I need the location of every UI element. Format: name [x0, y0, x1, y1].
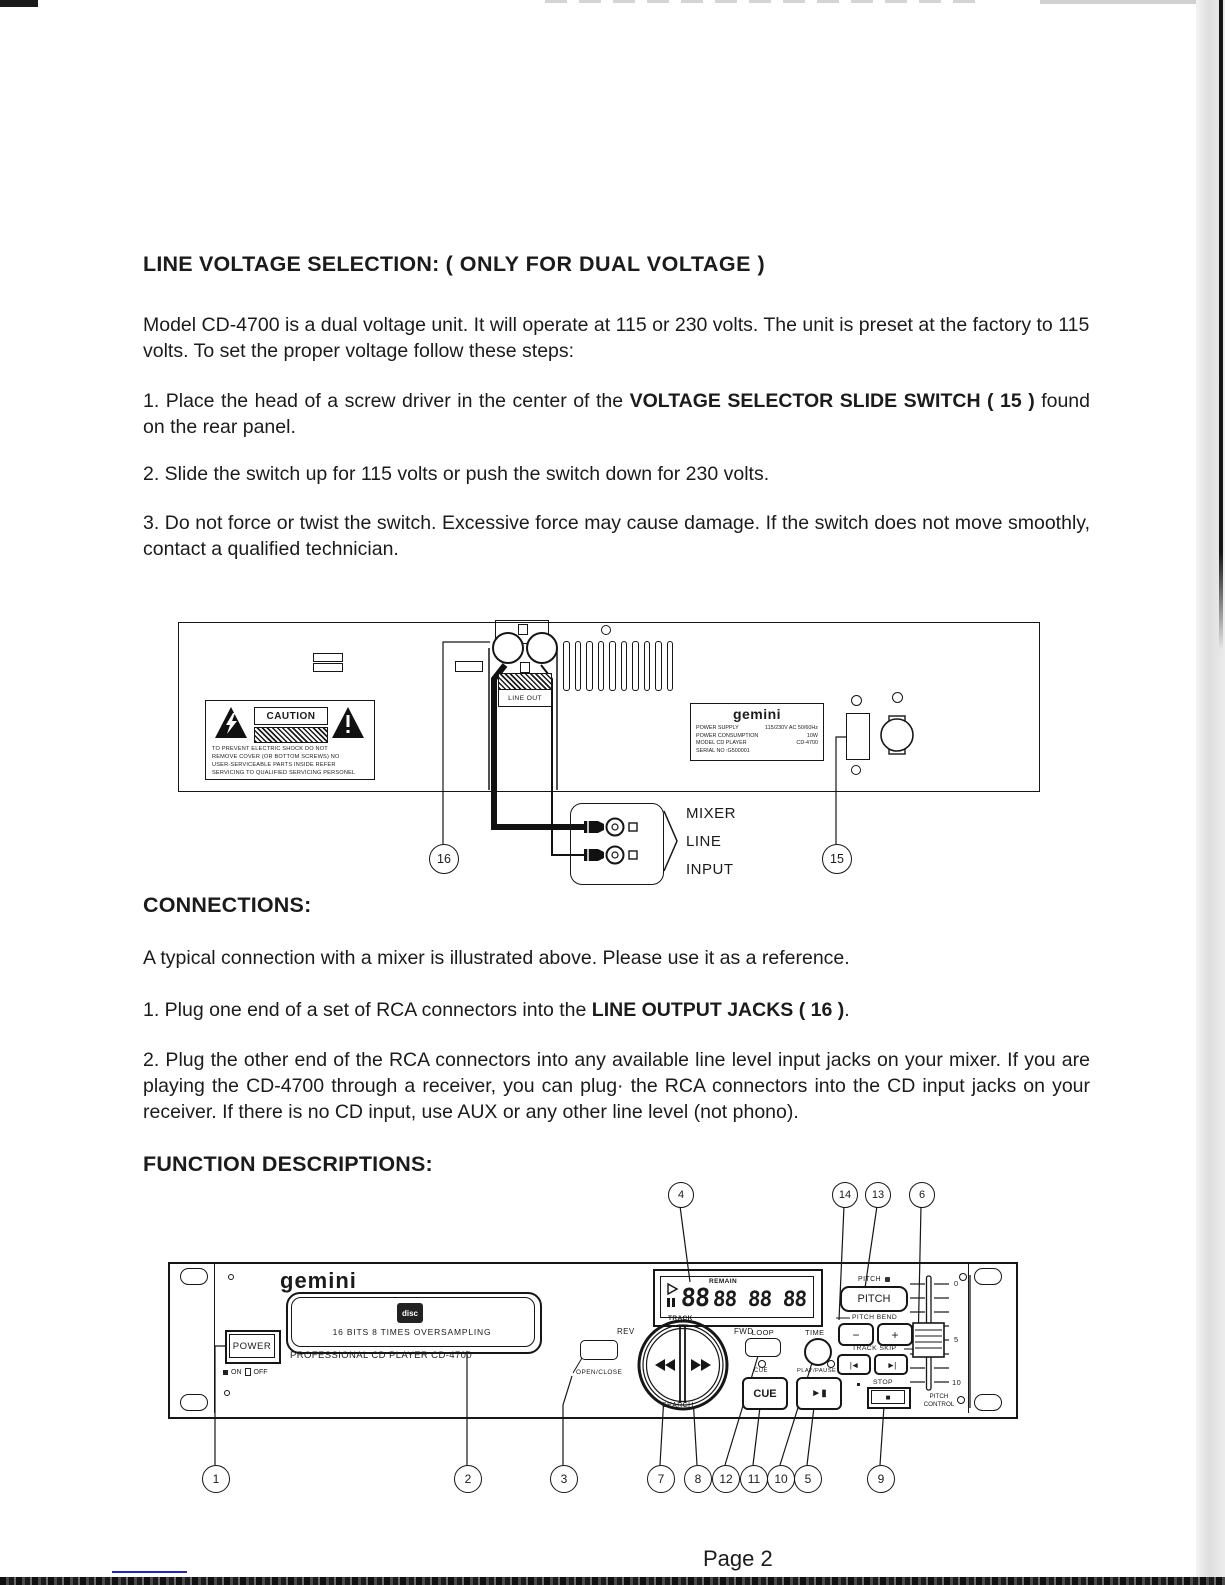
track-skip-back-button: |◄ [837, 1354, 871, 1375]
play-pause-label: PLAY/PAUSE [797, 1368, 837, 1374]
slider-tick-middle: 5 [954, 1335, 959, 1344]
pitch-led-row [858, 1276, 890, 1283]
conn-step1-post: . [844, 999, 850, 1021]
callout-6-track-skip: 6 [909, 1182, 935, 1208]
front-panel-diagram [168, 1180, 1018, 1510]
voltage-selector-slide-switch [846, 713, 870, 760]
scan-edge-bottom-band [0, 1577, 1225, 1585]
heading-line-voltage-suffix: ( ONLY FOR DUAL VOLTAGE ) [445, 252, 766, 276]
front-screw [224, 1390, 230, 1396]
scan-mark-top-left [0, 0, 38, 7]
line-out-label: LINE OUT [498, 689, 552, 707]
callout-5-play-pause: 5 [794, 1465, 822, 1493]
rear-screw [851, 695, 862, 706]
scan-edge-right-line [1219, 0, 1223, 650]
callout-11-cue: 11 [740, 1465, 768, 1493]
caution-line-2: REMOVE COVER (OR BOTTOM SCREWS) NO [212, 754, 340, 760]
caution-line-1: TO PREVENT ELECTRIC SHOCK DO NOT [212, 746, 328, 752]
conn-step1-pre: 1. Plug one end of a set of RCA connectors into the [143, 999, 592, 1021]
callout-12-loop: 12 [712, 1465, 740, 1493]
callout-10-time: 10 [767, 1465, 795, 1493]
callout-1-power: 1 [202, 1465, 230, 1493]
remain-label: REMAIN [709, 1278, 738, 1285]
callout-14-pitch-bend: 14 [832, 1182, 858, 1208]
rear-brand-logo: gemini [732, 706, 782, 722]
open-close-label: OPEN/CLOSE [576, 1369, 623, 1376]
pitch-led-icon [885, 1277, 890, 1282]
callout-4-display: 4 [668, 1182, 694, 1208]
play-pause-led-icon [827, 1360, 835, 1368]
rev-label: REV [617, 1327, 635, 1336]
paragraph-connections-intro: A typical connection with a mixer is illustrated above. Please use it as a reference. [143, 947, 850, 969]
slider-tick-bottom: 10 [952, 1378, 962, 1387]
front-screw [228, 1274, 234, 1280]
power-button-label: POWER [229, 1334, 275, 1358]
pitch-control-caption [916, 1393, 962, 1409]
rack-ear-hole [180, 1394, 208, 1411]
vent-slot [632, 641, 639, 691]
rating-row [696, 748, 818, 756]
rack-ear-divider [214, 1264, 215, 1413]
compact-disc-logo-icon: disc [397, 1303, 423, 1323]
line-out-square-hole [520, 662, 530, 673]
paragraph-voltage-step3: 3. Do not force or twist the switch. Excessive force may cause damage. If the switch does not move smoothly, contact a qualified technician. [143, 512, 1090, 560]
pitch-bend-plus-button: + [877, 1323, 913, 1346]
pitch-button: PITCH [840, 1286, 908, 1312]
paragraph-voltage-step2: 2. Slide the switch up for 115 volts or push the switch down for 230 volts. [143, 463, 770, 485]
caution-text-block [212, 745, 372, 777]
callout-2-tray: 2 [454, 1465, 482, 1493]
track-label: TRACK [668, 1315, 693, 1322]
stop-dot-icon [857, 1383, 860, 1386]
track-skip-fwd-button: ►| [874, 1354, 908, 1375]
power-on-off-row [223, 1368, 268, 1376]
play-pause-button: ►▮ [796, 1377, 842, 1410]
vent-slot [598, 641, 605, 691]
pitch-control-caption-line1: PITCH [929, 1393, 949, 1400]
search-label: SEARCH [662, 1402, 694, 1409]
step1-text-post: found on the rear panel. [143, 390, 1090, 438]
vent-slot [667, 641, 674, 691]
cue-led-label: CUE [754, 1368, 768, 1374]
rating-row-key: SERIAL NO :G500001 [696, 747, 750, 754]
track-skip-label: TRACK SKIP [852, 1345, 897, 1352]
caution-line-4: SERVICING TO QUALIFIED SERVICING PERSONEL [212, 770, 356, 776]
slider-tick-top: 0 [954, 1279, 959, 1288]
rating-label-rows [696, 725, 818, 755]
rack-ear-divider [968, 1264, 969, 1413]
footer-link-underline[interactable] [112, 1571, 187, 1573]
rear-vent-slots [563, 641, 678, 691]
power-off-icon [245, 1368, 251, 1376]
rating-row-key: POWER SUPPLY [696, 725, 739, 731]
cue-button: CUE [742, 1377, 788, 1410]
vent-slot [563, 641, 570, 691]
power-off-label: OFF [253, 1368, 268, 1376]
rca-jack-left [492, 632, 524, 664]
callout-9-stop: 9 [867, 1465, 895, 1493]
heading-line-voltage: LINE VOLTAGE SELECTION: [143, 252, 440, 276]
warning-triangle-lightning-icon [213, 705, 249, 741]
rear-vent-bar-top [313, 653, 343, 662]
rear-screw-above-vents [601, 625, 611, 635]
mixer-input-box [570, 803, 664, 885]
loop-label: LOOP [751, 1328, 775, 1337]
mixer-label: MIXER [686, 805, 737, 822]
callout-15-voltage-selector: 15 [822, 844, 852, 874]
caution-label [205, 700, 375, 780]
rear-screw [892, 692, 903, 703]
rack-ear-hole [180, 1268, 208, 1285]
callout-7-search-rev: 7 [647, 1465, 675, 1493]
callout-16-line-out-jacks: 16 [429, 844, 459, 874]
rating-row-key: MODEL CD PLAYER [696, 740, 747, 746]
caution-hatched-text [254, 727, 328, 743]
rating-row [696, 733, 818, 741]
time-digits: 88 88 88 [712, 1287, 808, 1311]
vent-slot [644, 641, 651, 691]
rca-jack-right [526, 632, 558, 664]
paragraph-voltage-intro: Model CD-4700 is a dual voltage unit. It will operate at 115 or 230 volts. The unit is preset at the factory to 115 volts. To set the proper voltage follow these steps: [143, 314, 1090, 362]
callout-8-search-fwd: 8 [684, 1465, 712, 1493]
section-heading-functions: FUNCTION DESCRIPTIONS: [143, 1152, 433, 1176]
rating-row-key: POWER CONSUMPTION [696, 732, 759, 739]
step1-text-pre: 1. Place the head of a screw driver in the center of the [143, 390, 630, 412]
vent-slot [575, 641, 582, 691]
vent-slot [609, 641, 616, 691]
rack-ear-hole [974, 1268, 1002, 1285]
vent-slot [621, 641, 628, 691]
time-label: TIME [805, 1328, 825, 1337]
pitch-led-label: PITCH [858, 1276, 881, 1283]
callout-3-open-close: 3 [550, 1465, 578, 1493]
cue-led-icon [758, 1360, 766, 1368]
track-digits: 88 [679, 1283, 711, 1312]
rack-ear-hole [974, 1394, 1002, 1411]
conn-step1-bold: LINE OUTPUT JACKS ( 16 ) [591, 999, 845, 1021]
open-close-button [580, 1340, 618, 1360]
callout-13-pitch: 13 [865, 1182, 891, 1208]
mixer-brace [664, 811, 677, 871]
loop-button [745, 1338, 781, 1357]
rating-row-value: 115/230V AC 50/60Hz [765, 725, 818, 731]
stop-label: STOP [873, 1379, 893, 1386]
display-digits [681, 1283, 806, 1312]
pitch-bend-label: PITCH BEND [852, 1314, 898, 1321]
tray-caption: 16 BITS 8 TIMES OVERSAMPLING [332, 1327, 492, 1337]
pitch-bend-minus-button: − [838, 1323, 874, 1346]
rating-label [690, 703, 824, 761]
rating-row-value: CD-4700 [796, 740, 818, 746]
line-label: LINE [686, 833, 722, 850]
rear-vent-bar-bottom [313, 663, 343, 672]
section-heading-connections: CONNECTIONS: [143, 893, 312, 917]
bracket-screw-hole [518, 624, 528, 635]
rear-panel-diagram [160, 615, 1060, 885]
fwd-label: FWD [734, 1327, 754, 1336]
line-out-hatched-sticker [498, 673, 552, 690]
power-on-label: ON [231, 1368, 242, 1376]
model-caption: PROFESSIONAL CD PLAYER CD-4700 [290, 1350, 472, 1361]
paragraph-connections-step1 [143, 997, 1090, 1023]
step1-text-bold: VOLTAGE SELECTOR SLIDE SWITCH ( 15 ) [629, 390, 1035, 412]
rating-row [696, 740, 818, 748]
section-heading-line-voltage [143, 252, 1103, 277]
paragraph-connections-step2: 2. Plug the other end of the RCA connectors into any available line level input jacks on your mixer. If you are playing the CD-4700 through a receiver, you can plug· the RCA connectors into the CD input jacks on your receiver. If there is no CD input, use AUX or any other line level (not phono). [143, 1049, 1090, 1123]
rear-screw [851, 765, 861, 775]
input-label: INPUT [686, 861, 734, 878]
page-number: Page 2 [703, 1546, 773, 1571]
pitch-control-caption-line2: CONTROL [923, 1401, 955, 1408]
paragraph-voltage-step1 [143, 388, 1090, 440]
caution-title: CAUTION [254, 707, 328, 725]
rating-row [696, 725, 818, 733]
vent-slot [655, 641, 662, 691]
front-brand-logo: gemini [280, 1268, 357, 1293]
front-screw [959, 1273, 967, 1281]
scan-smudge-top [545, 0, 975, 3]
caution-line-3: USER-SERVICEABLE PARTS INSIDE REFER [212, 762, 336, 768]
power-on-icon [223, 1370, 228, 1375]
warning-triangle-exclamation-icon [330, 705, 366, 741]
rating-row-value: 10W [806, 732, 818, 739]
stop-button-icon: ■ [871, 1390, 905, 1404]
rear-blank-plate [455, 661, 483, 672]
scan-smudge-top-right [1040, 0, 1200, 4]
vent-slot [586, 641, 593, 691]
